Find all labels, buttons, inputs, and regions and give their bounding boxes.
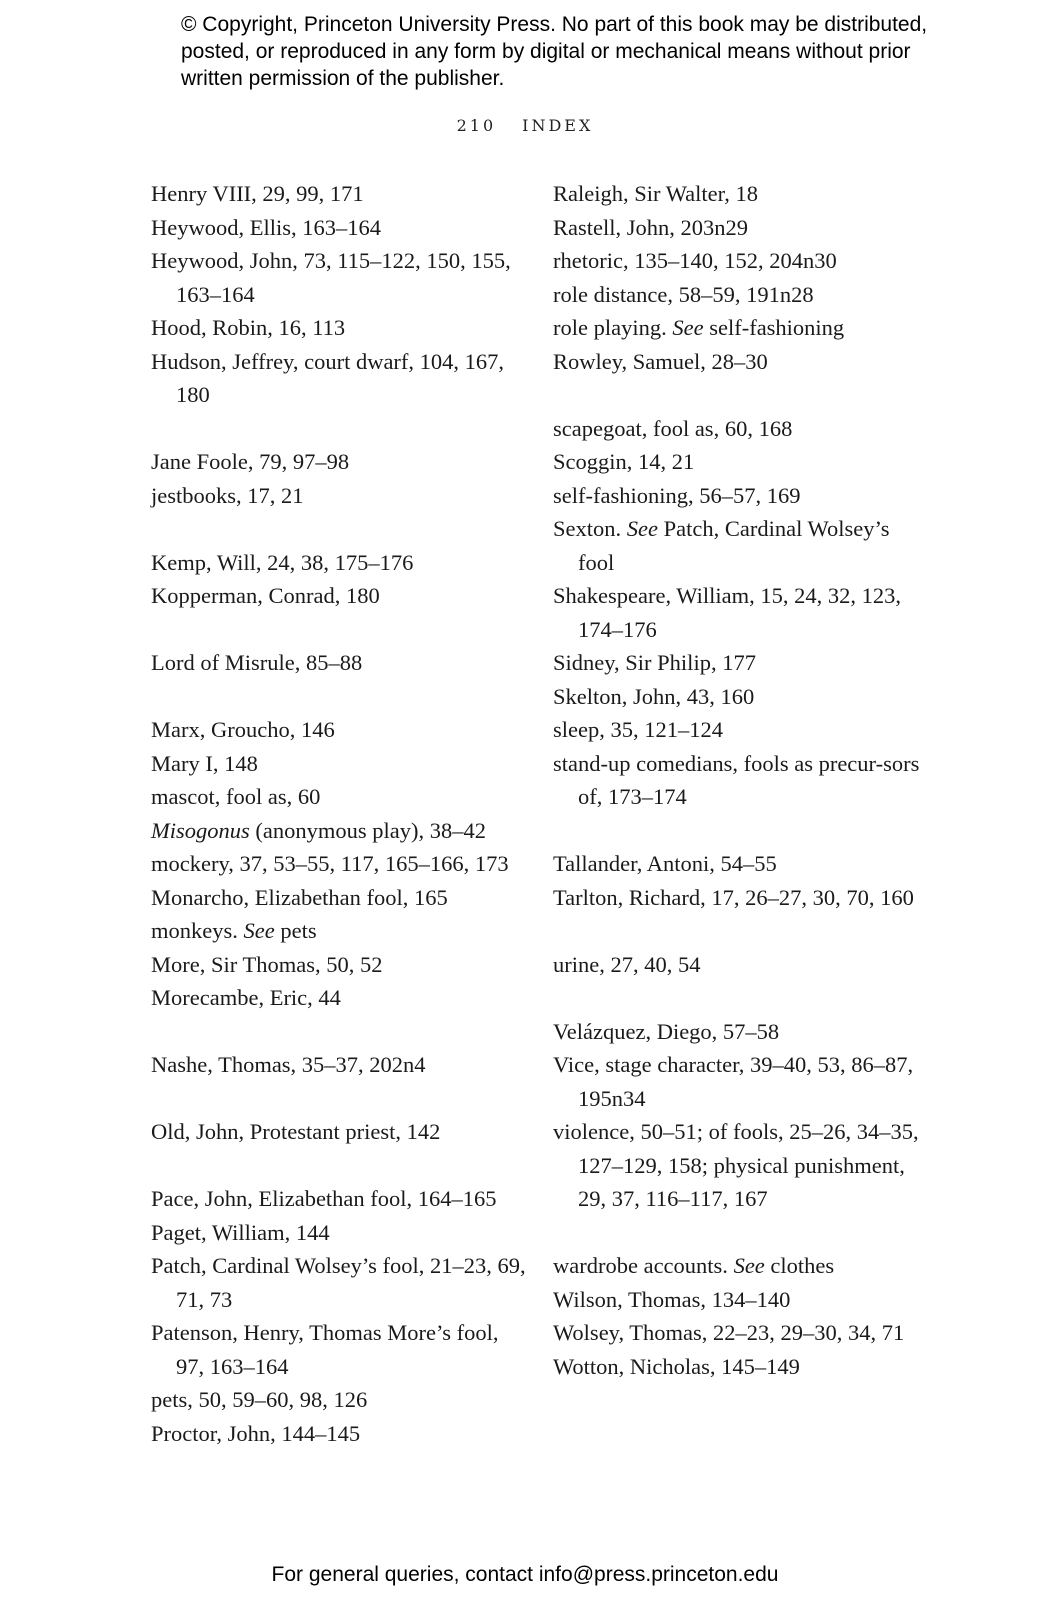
- see-target: Patch, Cardinal Wolsey’s fool: [578, 516, 890, 575]
- index-entry: [553, 948, 928, 982]
- index-entry-text: Old, John, Protestant priest, 142: [151, 1119, 441, 1144]
- index-entry: [151, 646, 531, 680]
- index-entry-text: Rowley, Samuel, 28–30: [553, 348, 768, 374]
- index-entry-text: Morecambe, Eric, 44: [151, 985, 341, 1010]
- index-entry: [553, 646, 928, 680]
- index-entry: [151, 479, 531, 513]
- index-column-left: [151, 177, 531, 1450]
- footer-contact: For general queries, contact info@press.princeton.edu: [271, 1563, 779, 1586]
- index-entry-text: Wilson, Thomas, 134–140: [553, 1286, 791, 1312]
- index-entry: [151, 1417, 531, 1451]
- see-target: clothes: [764, 1253, 835, 1278]
- index-entry: [151, 546, 531, 580]
- index-entry: [151, 713, 531, 747]
- index-entry-title: Misogonus: [151, 817, 250, 843]
- index-entry-text: Wotton, Nicholas, 145–149: [553, 1353, 800, 1379]
- index-entry: [151, 1216, 531, 1250]
- index-entry-text: Wolsey, Thomas, 22–23, 29–30, 34, 71: [553, 1320, 905, 1345]
- index-entry-text: Nashe, Thomas, 35–37, 202n4: [151, 1052, 426, 1077]
- index-entry: [151, 847, 531, 881]
- index-entry: [553, 244, 928, 278]
- index-entry: [151, 211, 531, 245]
- index-entry: [553, 311, 928, 345]
- index-entry: [151, 1048, 531, 1082]
- index-entry: [553, 713, 928, 747]
- index-entry-text: Sidney, Sir Philip, 177: [553, 650, 756, 675]
- index-entry-text: Monarcho, Elizabethan fool, 165: [151, 884, 448, 910]
- index-entry-text: Heywood, John, 73, 115–122, 150, 155, 163–164: [151, 248, 511, 307]
- running-head: [0, 116, 1050, 135]
- index-entry-text: Patenson, Henry, Thomas More’s fool, 97, 163–164: [151, 1320, 499, 1379]
- index-entry: [151, 881, 531, 915]
- index-entry-text: Lord of Misrule, 85–88: [151, 650, 363, 675]
- index-entry-text: Raleigh, Sir Walter, 18: [553, 181, 758, 206]
- index-entry: [553, 747, 928, 814]
- index-entry: [553, 1048, 928, 1115]
- index-entry: [151, 914, 531, 948]
- see-target: pets: [274, 918, 317, 943]
- index-entry-text: stand-up comedians, fools as precur-sors of, 173–174: [553, 750, 920, 809]
- index-entry: [151, 177, 531, 211]
- index-entry: [553, 847, 928, 881]
- index-entry-text: Tarlton, Richard, 17, 26–27, 30, 70, 160: [553, 884, 914, 910]
- index-entry-text: Hudson, Jeffrey, court dwarf, 104, 167, 180: [151, 348, 505, 407]
- copyright-notice: © Copyright, Princeton University Press. No part of this book may be distributed, posted, or reproduced in any form by digital or mechanical means without prior written permission of the publisher.: [181, 13, 928, 90]
- index-entry-text: scapegoat, fool as, 60, 168: [553, 415, 793, 441]
- index-entry-text: role distance, 58–59, 191n28: [553, 281, 814, 307]
- index-entry-text: monkeys.: [151, 918, 244, 943]
- index-entry: [151, 948, 531, 982]
- index-entry: [151, 981, 531, 1015]
- index-entry-text: mockery, 37, 53–55, 117, 165–166, 173: [151, 851, 509, 876]
- index-entry-text: Kemp, Will, 24, 38, 175–176: [151, 549, 414, 575]
- index-entry-text: violence, 50–51; of fools, 25–26, 34–35, 127–129, 158; physical punishment, 29, 37, 116–117, 167: [553, 1119, 919, 1211]
- index-entry-text: Sexton.: [553, 516, 627, 541]
- index-entry: [553, 680, 928, 714]
- index-entry: [151, 1249, 531, 1316]
- index-entry-text: Rastell, John, 203n29: [553, 214, 748, 240]
- index-entry: [151, 814, 531, 848]
- index-entry: [151, 244, 531, 311]
- section-title: INDEX: [522, 116, 594, 135]
- index-column-right: [553, 177, 928, 1383]
- index-entry-text: wardrobe accounts.: [553, 1253, 734, 1278]
- index-entry-text: mascot, fool as, 60: [151, 784, 321, 809]
- index-entry: [151, 747, 531, 781]
- index-entry-text: Henry VIII, 29, 99, 171: [151, 181, 364, 206]
- see-reference: See: [243, 918, 275, 943]
- index-entry-text: self-fashioning, 56–57, 169: [553, 482, 801, 508]
- index-entry-text: Pace, John, Elizabethan fool, 164–165: [151, 1186, 497, 1211]
- index-entry-text: More, Sir Thomas, 50, 52: [151, 951, 383, 977]
- index-entry-text: Skelton, John, 43, 160: [553, 683, 755, 709]
- index-entry-text: Patch, Cardinal Wolsey’s fool, 21–23, 69, 71, 73: [151, 1253, 526, 1312]
- index-entry: [553, 177, 928, 211]
- index-entry-text: Paget, William, 144: [151, 1219, 330, 1245]
- index-entry-text: rhetoric, 135–140, 152, 204n30: [553, 248, 837, 273]
- index-entry: [151, 1316, 531, 1383]
- index-entry-text: Proctor, John, 144–145: [151, 1420, 361, 1446]
- index-entry: [553, 211, 928, 245]
- index-entry-text: Mary I, 148: [151, 750, 258, 776]
- index-entry: [553, 881, 928, 915]
- index-entry: [553, 479, 928, 513]
- index-entry: [553, 1283, 928, 1317]
- index-entry: [553, 345, 928, 379]
- index-entry: [553, 512, 928, 579]
- index-entry: [151, 1115, 531, 1149]
- index-entry: [553, 1249, 928, 1283]
- index-entry-text: Marx, Groucho, 146: [151, 717, 335, 742]
- index-entry: [553, 1316, 928, 1350]
- index-entry-text: pets, 50, 59–60, 98, 126: [151, 1387, 368, 1412]
- see-reference: See: [626, 516, 658, 541]
- page-number: 210: [456, 116, 497, 135]
- index-entry-text: Jane Foole, 79, 97–98: [151, 449, 350, 474]
- index-entry-text: (anonymous play), 38–42: [249, 817, 486, 843]
- see-target: self-fashioning: [703, 315, 845, 340]
- index-entry-text: Scoggin, 14, 21: [553, 449, 695, 474]
- index-entry: [553, 278, 928, 312]
- index-entry: [151, 445, 531, 479]
- index-entry: [553, 579, 928, 646]
- index-entry-text: Tallander, Antoni, 54–55: [553, 851, 777, 876]
- index-entry-text: Hood, Robin, 16, 113: [151, 315, 346, 340]
- see-reference: See: [672, 315, 704, 340]
- index-entry: [151, 579, 531, 613]
- see-reference: See: [733, 1253, 765, 1278]
- index-entry: [553, 1350, 928, 1384]
- index-entry: [553, 1115, 928, 1216]
- index-entry: [151, 780, 531, 814]
- index-entry: [553, 445, 928, 479]
- index-entry-text: urine, 27, 40, 54: [553, 951, 701, 977]
- index-entry-text: Heywood, Ellis, 163–164: [151, 214, 381, 240]
- index-entry-text: Shakespeare, William, 15, 24, 32, 123, 174–176: [553, 583, 901, 642]
- index-entry: [151, 345, 531, 412]
- index-entry: [151, 1383, 531, 1417]
- index-entry-text: Kopperman, Conrad, 180: [151, 583, 380, 608]
- index-entry: [151, 311, 531, 345]
- index-entry-text: role playing.: [553, 315, 673, 340]
- index-entry: [553, 1015, 928, 1049]
- index-entry: [151, 1182, 531, 1216]
- index-entry-text: Velázquez, Diego, 57–58: [553, 1018, 780, 1044]
- index-entry: [553, 412, 928, 446]
- index-entry-text: jestbooks, 17, 21: [151, 482, 304, 508]
- index-entry-text: sleep, 35, 121–124: [553, 717, 723, 742]
- index-entry-text: Vice, stage character, 39–40, 53, 86–87, 195n34: [553, 1052, 914, 1111]
